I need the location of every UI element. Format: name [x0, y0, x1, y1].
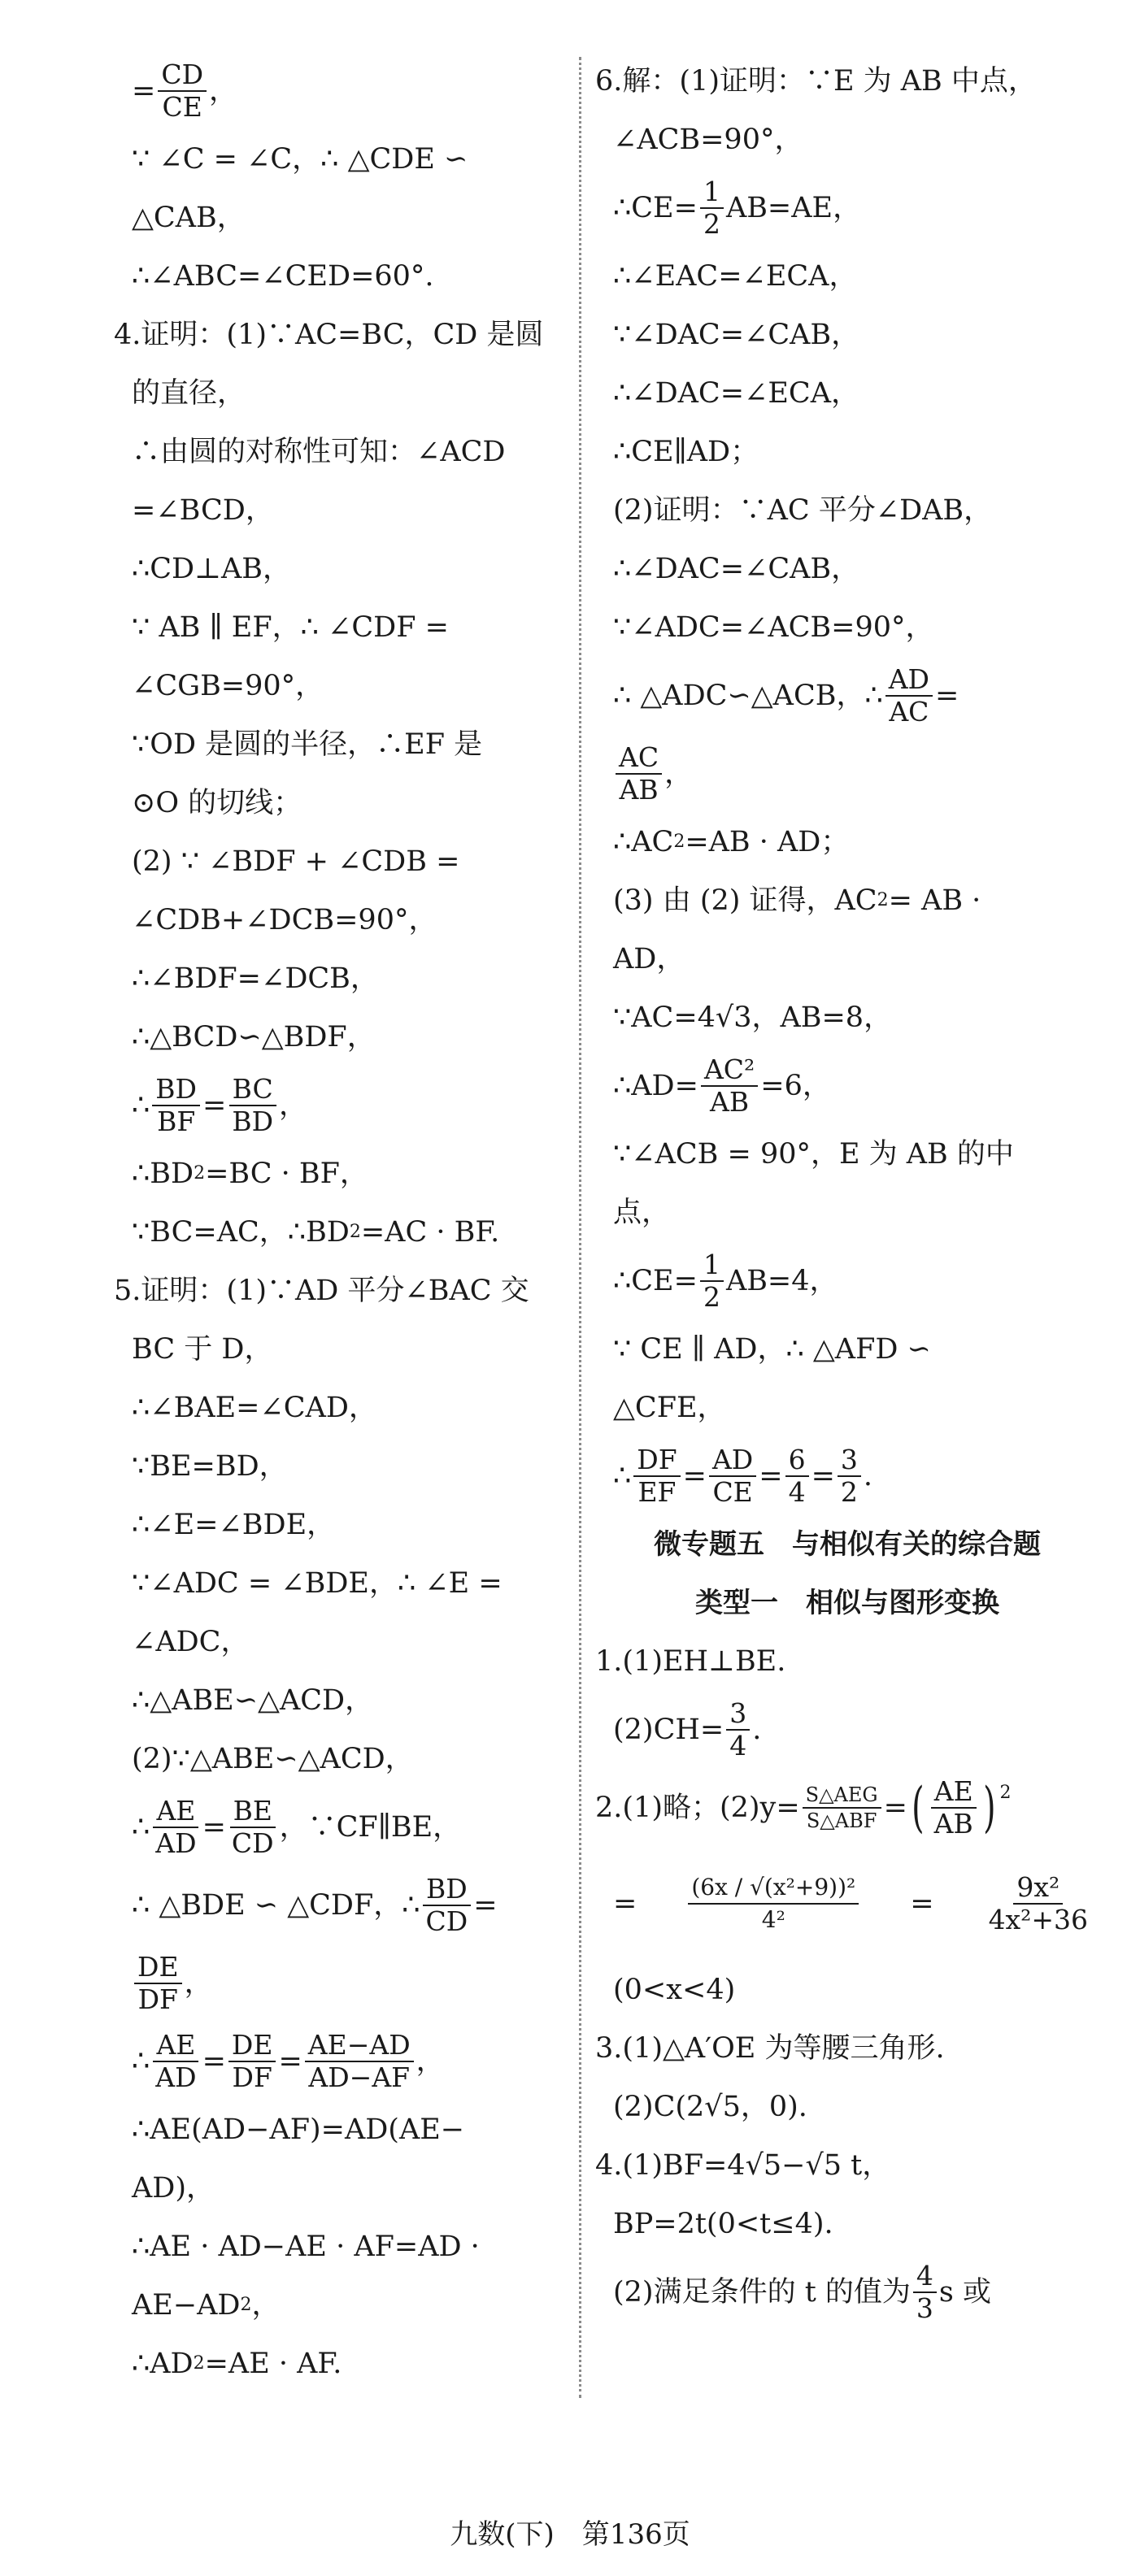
exponent: 2 [877, 890, 889, 910]
problem-4-start: 4.证明：(1)∵AC=BC，CD 是圆 [114, 319, 544, 351]
text-line [595, 735, 1099, 813]
denominator: 4x²+36 [988, 1904, 1089, 1935]
exponent: 2 [999, 1783, 1012, 1803]
text-line: BP=2t(0<t≤4). [613, 2208, 833, 2240]
numerator: AD [885, 664, 933, 697]
text: 2.(1)略；(2)y= [595, 1792, 800, 1824]
denominator: 4 [788, 1476, 806, 1508]
text-line: (0<x<4) [613, 1974, 736, 2006]
fraction [709, 1444, 756, 1508]
fraction [931, 1776, 977, 1840]
fraction [633, 1444, 680, 1508]
eq-sign: = [613, 1887, 637, 1920]
text-line [114, 52, 565, 130]
text-line: ∠ACB=90°， [613, 124, 803, 156]
text: =AC · BF. [360, 1216, 500, 1249]
text: = AB · [888, 884, 981, 917]
text-line [595, 1847, 1099, 1961]
eq-sign: = [202, 1811, 226, 1844]
text-line: △CAB， [132, 202, 246, 234]
right-column [595, 52, 1099, 2331]
numerator: DF [633, 1444, 680, 1477]
text: ∴BD [132, 1158, 194, 1190]
text-line: 点， [613, 1197, 671, 1229]
text-line: ∵ CE ∥ AD，∴ △AFD ∽ [613, 1333, 931, 1366]
text-line [595, 1242, 1099, 1320]
text-line [114, 2335, 565, 2393]
text-line: ∴AE(AD−AF)=AD(AE− [132, 2113, 465, 2146]
exponent: 2 [194, 1163, 206, 1184]
numerator: 9x² [1013, 1872, 1063, 1905]
denominator: AD [155, 2061, 197, 2093]
text: ∴CE= [613, 1265, 698, 1297]
numerator: 1 [700, 176, 724, 209]
denominator: AD−AF [308, 2061, 411, 2093]
numerator: BD [152, 1074, 200, 1106]
denominator: BF [157, 1106, 196, 1137]
text-line: (2)证明：∵AC 平分∠DAB， [613, 494, 993, 527]
text: ∴AC [613, 826, 674, 858]
left-column [114, 52, 565, 2393]
text: ，∵CF∥BE， [279, 1811, 462, 1844]
punct: . [863, 1460, 873, 1492]
text-line: ⊙O 的切线； [132, 787, 302, 819]
denominator: 3 [916, 2292, 933, 2324]
fraction [726, 1698, 750, 1761]
text-line: ∴△BCD∽△BDF， [132, 1021, 376, 1053]
eq-sign: = [202, 1089, 227, 1122]
text-line: 1.(1)EH⊥BE. [595, 1645, 786, 1678]
denominator: S△ABF [806, 1809, 877, 1832]
punct: ， [664, 758, 694, 790]
text-line: ∴由圆的对称性可知：∠ACD [132, 436, 506, 468]
fraction [701, 1054, 758, 1118]
numerator: DE [228, 2030, 276, 2062]
fraction [423, 1874, 472, 1937]
exponent: 2 [240, 2295, 252, 2315]
fraction [152, 1796, 199, 1859]
text-line [595, 657, 1099, 735]
fraction [785, 1444, 809, 1508]
exponent: 2 [193, 2353, 205, 2374]
text-line: BC 于 D， [132, 1333, 273, 1366]
subsection-heading: 类型一 相似与图形变换 [695, 1587, 999, 1619]
eq-sign: = [278, 2045, 302, 2078]
fraction [228, 1074, 276, 1137]
text: AE−AD [132, 2289, 241, 2322]
numerator: 3 [726, 1698, 750, 1731]
numerator: BE [230, 1796, 276, 1828]
eq-sign: = [473, 1889, 498, 1922]
denominator: AD [155, 1827, 197, 1859]
denominator: CE [712, 1476, 753, 1508]
denominator: 4² [761, 1906, 785, 1933]
eq-sign: = [132, 75, 156, 107]
text-line: ∴△ABE∽△ACD， [132, 1684, 374, 1717]
text-line: ∴∠BAE=∠CAD， [132, 1392, 377, 1424]
exponent: 2 [673, 832, 685, 852]
text: ∴AD= [613, 1070, 698, 1102]
denominator: BD [232, 1106, 274, 1137]
eq-sign: = [682, 1460, 707, 1492]
fraction [228, 2030, 276, 2093]
text-line: ∵BE=BD， [132, 1450, 288, 1483]
fraction [700, 1249, 724, 1313]
text-line: ∴CE∥AD； [613, 436, 759, 468]
denominator: AC [889, 696, 929, 728]
text-line: ∠CGB=90°， [132, 670, 324, 702]
numerator: 3 [838, 1444, 861, 1477]
fraction [228, 1796, 277, 1859]
punct: ， [209, 75, 238, 107]
fraction [700, 176, 724, 240]
problem-5-start: 5.证明：(1)∵AD 平分∠BAC 交 [114, 1275, 529, 1307]
fraction [152, 1074, 200, 1137]
fraction [158, 59, 207, 123]
text-line: ∴CD⊥AB， [132, 553, 292, 585]
punct: ， [184, 1967, 213, 2000]
text-line [114, 1866, 565, 1944]
numerator: AD [709, 1444, 756, 1477]
text-line [595, 2253, 1099, 2331]
text-line: ∴∠EAC=∠ECA， [613, 260, 858, 293]
text-line: 3.(1)△A′OE 为等腰三角形. [595, 2032, 945, 2065]
text-line: ∵∠ADC = ∠BDE，∴ ∠E = [132, 1567, 503, 1600]
fraction [885, 664, 933, 728]
text: =AB · AD； [685, 826, 850, 858]
denominator: AB [619, 774, 659, 806]
numerator: CD [158, 59, 207, 92]
numerator: AE [153, 2030, 198, 2062]
numerator: BD [423, 1874, 471, 1906]
text-line: ∠CDB+∠DCB=90°， [132, 904, 437, 936]
fraction [305, 2030, 414, 2093]
text-line: ∴∠E=∠BDE， [132, 1509, 336, 1541]
left-paren: ( [912, 1776, 925, 1839]
text-line [114, 1788, 565, 1866]
numerator: 1 [700, 1249, 724, 1282]
denominator: CE [162, 91, 202, 123]
fraction [986, 1872, 1091, 1935]
fraction [838, 1444, 861, 1508]
eq-sign: = [811, 1460, 835, 1492]
text-line [595, 169, 1099, 247]
text: =6， [760, 1070, 831, 1102]
fraction [616, 742, 662, 806]
text-line: ∵OD 是圆的半径，∴EF 是 [132, 728, 483, 761]
text-line [114, 1944, 565, 2022]
text: (2)CH= [613, 1714, 724, 1746]
denominator: AB [933, 1808, 973, 1840]
text-line [114, 2022, 565, 2100]
text: =AE · AF. [204, 2348, 342, 2380]
text-line [595, 1047, 1099, 1125]
denominator: 2 [840, 1476, 858, 1508]
text-line: (2)∵△ABE∽△ACD， [132, 1743, 414, 1775]
denominator: 2 [703, 208, 720, 240]
text-line: (2)C(2√5，0). [613, 2091, 807, 2123]
text-line [595, 813, 1099, 871]
denominator: CD [231, 1827, 274, 1859]
text-line: 的直径， [132, 377, 246, 410]
fraction [913, 2261, 937, 2324]
page-footer: 九数(下) 第136页 [450, 2518, 690, 2551]
text-line: ∵∠ADC=∠ACB=90°， [613, 611, 934, 644]
numerator: AE [931, 1776, 977, 1809]
denominator: DF [137, 1983, 178, 2015]
section-heading: 微专题五 与相似有关的综合题 [654, 1528, 1041, 1561]
therefore: ∴ [132, 2045, 150, 2078]
text-line: AD， [613, 943, 685, 975]
text-line [114, 1145, 565, 1203]
text-line [114, 1203, 565, 1262]
text: =BC · BF， [205, 1158, 368, 1190]
fraction [134, 1952, 182, 2015]
text-line: ∵AC=4√3，AB=8， [613, 1001, 893, 1034]
text-line: ∵∠ACB = 90°，E 为 AB 的中 [613, 1138, 1014, 1171]
numerator: 4 [913, 2261, 937, 2293]
therefore: ∴ [132, 1811, 150, 1844]
text-line: △CFE， [613, 1392, 726, 1424]
fraction [803, 1783, 881, 1833]
eq-sign: = [935, 680, 959, 712]
column-divider [579, 57, 581, 2398]
numerator: AC [616, 742, 662, 775]
fraction [152, 2030, 199, 2093]
text-line: ∴AE · AD−AE · AF=AD · [132, 2231, 480, 2263]
numerator: AE [153, 1796, 198, 1828]
text-line: ∴∠BDF=∠DCB， [132, 962, 379, 995]
text: (3) 由 (2) 证得，AC [613, 884, 877, 917]
fraction [688, 1872, 859, 1935]
text-line: ∵∠DAC=∠CAB， [613, 319, 860, 351]
numerator: AC² [701, 1054, 758, 1087]
text-line: 4.(1)BF=4√5−√5 t， [595, 2149, 891, 2182]
text: (2)满足条件的 t 的值为 [613, 2276, 911, 2309]
text-line [595, 1769, 1099, 1847]
punct: ， [279, 1089, 308, 1122]
eq-sign: = [202, 2045, 226, 2078]
denominator: AB [710, 1086, 750, 1118]
text-line [114, 2276, 565, 2335]
therefore: ∴ [613, 1460, 632, 1492]
problem-6-start: 6.解：(1)证明：∵E 为 AB 中点， [595, 65, 1037, 98]
eq-sign: = [759, 1460, 783, 1492]
denominator: 2 [703, 1281, 720, 1313]
right-paren: ) [982, 1776, 996, 1839]
numerator: AE−AD [305, 2030, 414, 2062]
punct: . [752, 1714, 762, 1746]
text: ∴ △BDE ∽ △CDF，∴ [132, 1889, 420, 1922]
text: AB=4， [725, 1265, 838, 1297]
text: ∵BC=AC，∴BD [132, 1216, 350, 1249]
text-line: (2) ∵ ∠BDF + ∠CDB = [132, 845, 460, 878]
text-line: ∵ AB ∥ EF，∴ ∠CDF = [132, 611, 449, 644]
text-line: ∴∠DAC=∠CAB， [613, 553, 860, 585]
text-line: ∵ ∠C = ∠C，∴ △CDE ∽ [132, 143, 468, 176]
text-line [595, 1691, 1099, 1769]
numerator: BC [229, 1074, 276, 1106]
denominator: 4 [729, 1730, 747, 1761]
exponent: 2 [349, 1222, 361, 1242]
eq-sign: = [910, 1887, 934, 1920]
text-line: =∠BCD， [132, 494, 274, 527]
text: ∴AD [132, 2348, 194, 2380]
denominator: CD [425, 1905, 468, 1937]
text-line: ∴∠ABC=∠CED=60°. [132, 260, 434, 293]
text: AB=AE， [725, 192, 862, 224]
therefore: ∴ [132, 1089, 150, 1122]
text-line [595, 871, 1099, 930]
text-line [114, 1066, 565, 1145]
eq-sign: = [883, 1792, 907, 1824]
numerator: (6x / √(x²+9))² [688, 1872, 859, 1905]
numerator: 6 [785, 1444, 809, 1477]
text: s 或 [938, 2276, 991, 2309]
text: ， [251, 2289, 281, 2322]
text-line: ∠ADC， [132, 1626, 250, 1658]
text: ∴ △ADC∽△ACB，∴ [613, 680, 883, 712]
numerator: S△AEG [803, 1783, 881, 1809]
text: ∴CE= [613, 192, 698, 224]
punct: ， [416, 2045, 445, 2078]
text-line: ∴∠DAC=∠ECA， [613, 377, 859, 410]
numerator: DE [134, 1952, 182, 1984]
text-line [595, 1437, 1099, 1515]
denominator: EF [637, 1476, 677, 1508]
text-line: AD)， [132, 2172, 215, 2205]
denominator: DF [232, 2061, 272, 2093]
